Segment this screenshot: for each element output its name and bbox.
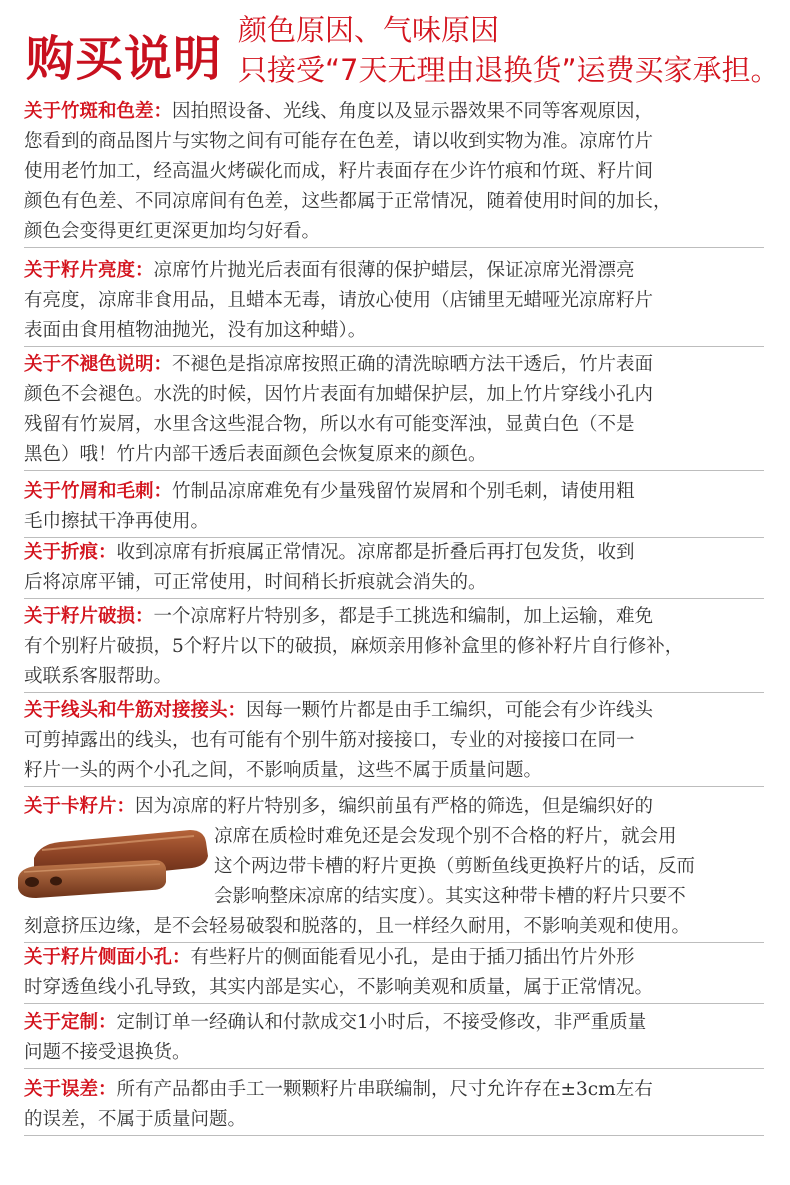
- section-text-line: 竹制品凉席难免有少量残留竹炭屑和个别毛刺，请使用粗: [172, 481, 635, 502]
- section-text-line: 表面由食用植物油抛光，没有加这种蜡）。: [24, 320, 367, 341]
- section-text-line: 一个凉席籽片特别多，都是手工挑选和编制，加上运输，难免: [153, 606, 654, 627]
- section-text-line: 可剪掉露出的线头，也有可能有个别牛筋对接接口，专业的对接接口在同一: [24, 730, 635, 751]
- bamboo-clip-piece-image: [14, 820, 214, 902]
- section-text-line: 有亮度，凉席非食用品，且蜡本无毒，请放心使用（店铺里无蜡哑光凉席籽片: [24, 290, 654, 311]
- section-label: 关于籽片亮度：: [24, 260, 154, 281]
- section-damage: [24, 602, 764, 693]
- section-custom-order: [24, 1008, 764, 1069]
- section-text-line: 颜色有色差、不同凉席间有色差，这些都属于正常情况，随着使用时间的加长，: [24, 191, 672, 212]
- section-label: 关于竹屑和毛刺：: [24, 481, 173, 502]
- section-label: 关于定制：: [24, 1012, 117, 1033]
- section-text-line: 时穿透鱼线小孔导致，其实内部是实心，不影响美观和质量，属于正常情况。: [24, 977, 654, 998]
- page-title: 购买说明: [26, 31, 223, 87]
- section-color-difference: [24, 97, 764, 248]
- section-text-line: 凉席在质检时难免还是会发现个别不合格的籽片，就会用: [214, 826, 677, 847]
- section-side-holes: [24, 943, 764, 1004]
- section-text-line: 有个别籽片破损，5个籽片以下的破损，麻烦亲用修补盒里的修补籽片自行修补，: [24, 636, 684, 657]
- section-text-line: 使用老竹加工，经高温火烤碳化而成，籽片表面存在少许竹痕和竹斑、籽片间: [24, 161, 654, 182]
- section-text-line: 您看到的商品图片与实物之间有可能存在色差，请以收到实物为准。凉席竹片: [24, 131, 654, 152]
- section-text-line: 或联系客服帮助。: [24, 666, 173, 687]
- header-subtitle-line2: 只接受“7天无理由退换货”运费买家承担。: [238, 53, 780, 87]
- section-text-line: 所有产品都由手工一颗颗籽片串联编制，尺寸允许存在±3cm左右: [116, 1079, 653, 1100]
- section-label: 关于竹斑和色差：: [24, 101, 173, 122]
- section-thread-joints: [24, 696, 764, 787]
- section-text-line: 有些籽片的侧面能看见小孔，是由于插刀插出竹片外形: [190, 947, 635, 968]
- section-label: 关于籽片侧面小孔：: [24, 947, 191, 968]
- section-text-line: 颜色会变得更红更深更加均匀好看。: [24, 221, 321, 242]
- section-no-fade: [24, 350, 764, 471]
- section-text-line: 因拍照设备、光线、角度以及显示器效果不同等客观原因，: [172, 101, 654, 122]
- section-text-line: 的误差，不属于质量问题。: [24, 1109, 247, 1130]
- section-text-line: 刻意挤压边缘，是不会轻易破裂和脱落的，且一样经久耐用，不影响美观和使用。: [24, 916, 691, 937]
- section-text-line: 因每一颗竹片都是由手工编织，可能会有少许线头: [246, 700, 654, 721]
- section-text-line: 颜色不会褪色。水洗的时候，因竹片表面有加蜡保护层，加上竹片穿线小孔内: [24, 384, 654, 405]
- section-label: 关于折痕：: [24, 542, 117, 563]
- section-text-line: 问题不接受退换货。: [24, 1042, 191, 1063]
- section-text-line: 因为凉席的籽片特别多，编织前虽有严格的筛选，但是编织好的: [135, 796, 654, 817]
- section-size-tolerance: [24, 1075, 764, 1136]
- section-text-line: 残留有竹炭屑，水里含这些混合物，所以水有可能变浑浊，显黄白色（不是: [24, 414, 635, 435]
- section-text-line: 籽片一头的两个小孔之间，不影响质量，这些不属于质量问题。: [24, 760, 543, 781]
- section-text-line: 不褪色是指凉席按照正确的清洗晾晒方法干透后，竹片表面: [172, 354, 654, 375]
- section-label: 关于籽片破损：: [24, 606, 154, 627]
- section-text-line: 定制订单一经确认和付款成交1小时后，不接受修改，非严重质量: [116, 1012, 647, 1033]
- section-bamboo-debris: [24, 477, 764, 538]
- section-text-line: 会影响整床凉席的结实度）。其实这种带卡槽的籽片只要不: [214, 886, 686, 907]
- section-text-line: 这个两边带卡槽的籽片更换（剪断鱼线更换籽片的话，反而: [214, 856, 696, 877]
- section-label: 关于不褪色说明：: [24, 354, 173, 375]
- section-text-line: 毛巾擦拭干净再使用。: [24, 511, 210, 532]
- header: [0, 0, 790, 95]
- section-creases: [24, 538, 764, 599]
- section-brightness: [24, 256, 764, 347]
- section-label: 关于误差：: [24, 1079, 117, 1100]
- section-text-line: 后将凉席平铺，可正常使用，时间稍长折痕就会消失的。: [24, 572, 487, 593]
- header-subtitle-line1: 颜色原因、气味原因: [238, 13, 500, 47]
- section-text-line: 凉席竹片抛光后表面有很薄的保护蜡层，保证凉席光滑漂亮: [153, 260, 635, 281]
- section-text-line: 收到凉席有折痕属正常情况。凉席都是折叠后再打包发货，收到: [116, 542, 635, 563]
- section-text-line: 黑色）哦！竹片内部干透后表面颜色会恢复原来的颜色。: [24, 444, 487, 465]
- section-label: 关于卡籽片：: [24, 796, 136, 817]
- section-label: 关于线头和牛筋对接接头：: [24, 700, 247, 721]
